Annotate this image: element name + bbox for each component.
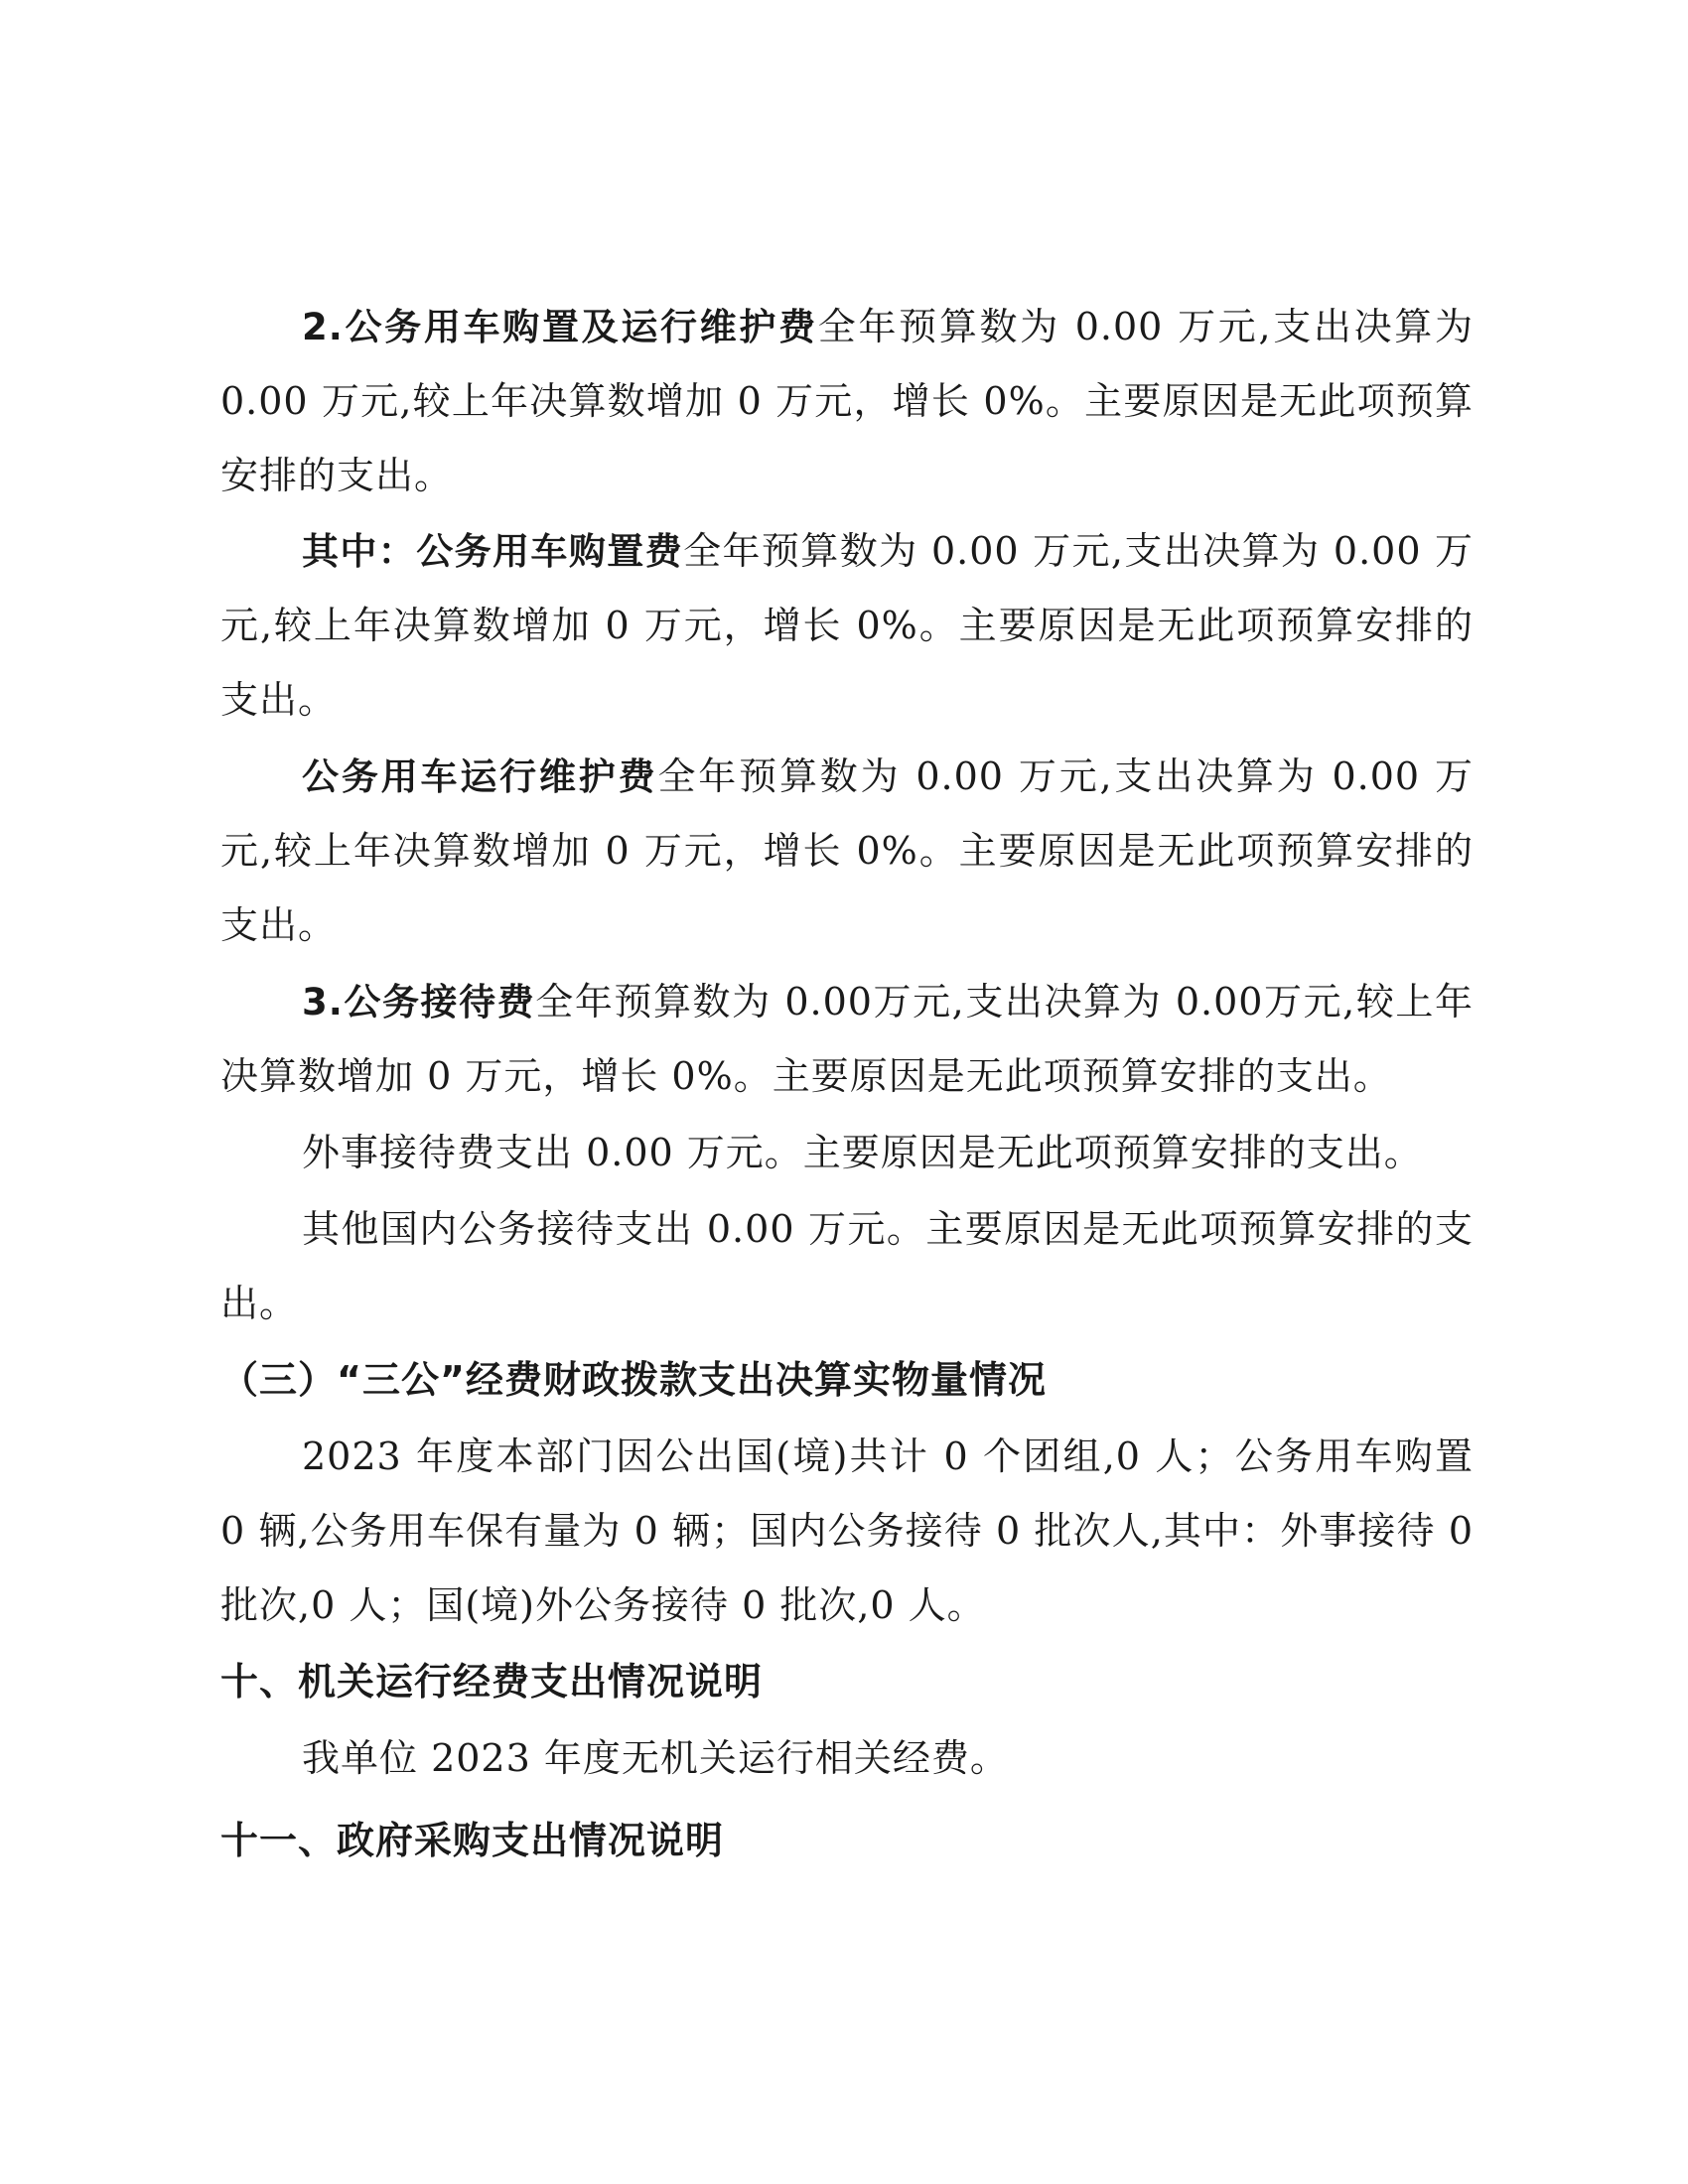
- paragraph-foreign-reception: [220, 1116, 1474, 1190]
- paragraph-heading: 公务用车运行维护费: [302, 755, 658, 798]
- section-heading-operating-expenses: 十、机关运行经费支出情况说明: [220, 1660, 764, 1704]
- paragraph-heading: 3.公务接待费: [302, 981, 536, 1024]
- paragraph-body: 全年预算数为 0.00 万元,支出决算为 0.00 万元,较上年决算数增加 0 万元，增长 0%。主要原因是无此项预算安排的支出。: [220, 754, 1475, 947]
- paragraph-domestic-reception: [220, 1192, 1474, 1341]
- paragraph-vehicle-cost: [220, 290, 1474, 513]
- paragraph-vehicle-maintenance: [220, 740, 1474, 963]
- paragraph-body: 我单位 2023 年度无机关运行相关经费。: [302, 1736, 1009, 1780]
- paragraph-body: 2023 年度本部门因公出国(境)共计 0 个团组,0 人；公务用车购置 0 辆,公务用车保有量为 0 辆；国内公务接待 0 批次人,其中：外事接待 0 批次,0 人；国(境)外公务接待 0 批次,0 人。: [220, 1434, 1474, 1627]
- paragraph-heading: 其中：公务用车购置费: [302, 530, 684, 573]
- document-page: [220, 290, 1474, 1878]
- paragraph-body: 其他国内公务接待支出 0.00 万元。主要原因是无此项预算安排的支出。: [220, 1207, 1474, 1325]
- section-heading-physical-quantity: （三）“三公”经费财政拨款支出决算实物量情况: [220, 1358, 1047, 1402]
- paragraph-heading: 2.公务用车购置及运行维护费: [302, 306, 818, 348]
- paragraph-body: 全年预算数为 0.00万元,支出决算为 0.00万元,较上年决算数增加 0 万元，增长 0%。主要原因是无此项预算安排的支出。: [220, 980, 1474, 1098]
- paragraph-body: 全年预算数为 0.00 万元,支出决算为 0.00 万元,较上年决算数增加 0 万元，增长 0%。主要原因是无此项预算安排的支出。: [220, 305, 1474, 497]
- paragraph-vehicle-purchase: [220, 514, 1474, 738]
- paragraph-physical-quantity: [220, 1420, 1474, 1643]
- paragraph-reception-cost: [220, 965, 1474, 1114]
- paragraph-operating-expenses: [220, 1721, 1474, 1796]
- paragraph-body: 全年预算数为 0.00 万元,支出决算为 0.00 万元,较上年决算数增加 0 万元，增长 0%。主要原因是无此项预算安排的支出。: [220, 529, 1474, 722]
- paragraph-body: 外事接待费支出 0.00 万元。主要原因是无此项预算安排的支出。: [302, 1131, 1423, 1174]
- section-heading-government-procurement: 十一、政府采购支出情况说明: [220, 1819, 725, 1862]
